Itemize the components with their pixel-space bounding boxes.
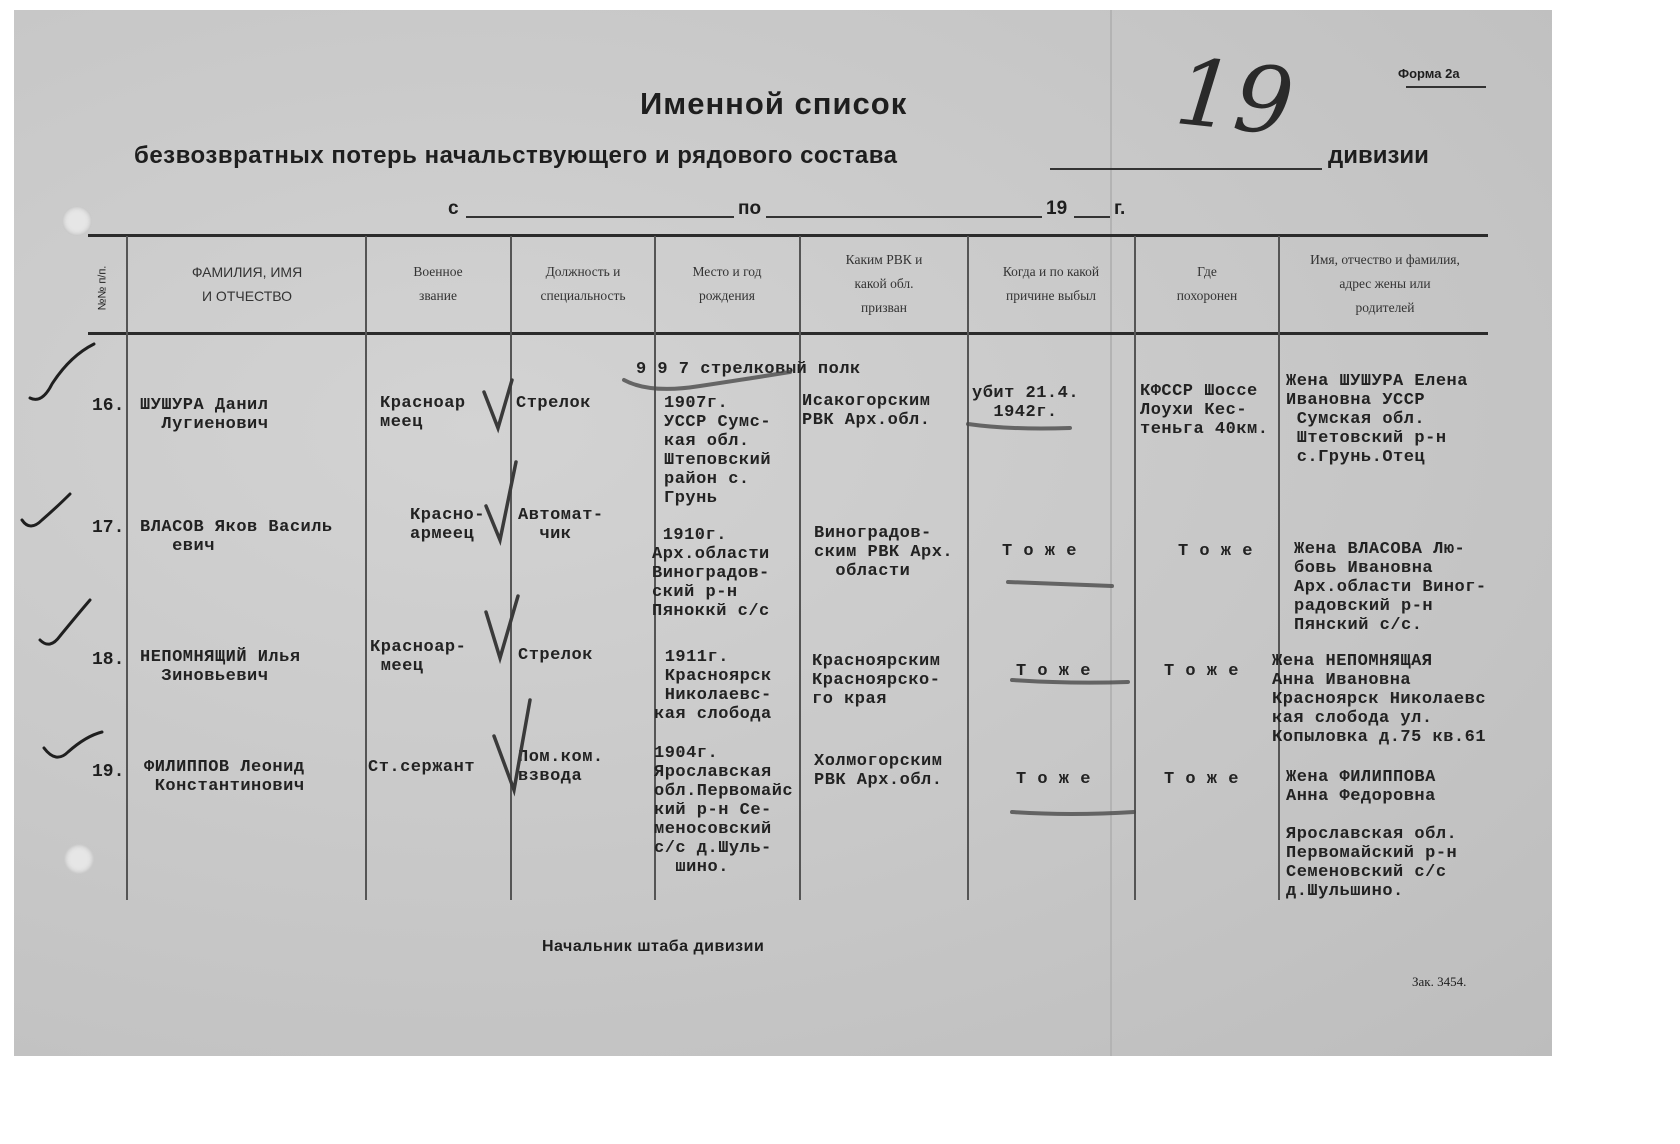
row-birth: 1907г. УССР Сумс- кая обл. Штеповский район с. Грунь <box>664 394 772 508</box>
row-number: 18. <box>92 650 125 670</box>
checkmark-icon <box>486 596 518 658</box>
row-kin: Жена НЕПОМНЯЩАЯ Анна Ивановна Красноярск Николаевс кая слобода ул. Копыловка д.75 кв.61 <box>1272 652 1487 747</box>
row-kin: Жена ВЛАСОВА Лю- бовь Ивановна Арх.области Виног- радовский р-н Пянский с/с. <box>1294 540 1487 635</box>
header-name: ФАМИЛИЯ, ИМЯ И ОТЧЕСТВО <box>191 264 303 304</box>
row-post: Стрелок <box>518 646 593 665</box>
period-from-label: с <box>448 198 459 219</box>
handwritten-number: 19 <box>1170 38 1299 157</box>
period-year-suffix: г. <box>1114 198 1126 219</box>
header-when: Когда и по какой причине выбыл <box>1002 264 1100 303</box>
row-number: 17. <box>92 518 125 538</box>
row-buried: Т о ж е <box>1164 770 1239 789</box>
page-title: Именной список <box>640 86 908 121</box>
unit-note: 9 9 7 стрелковый полк <box>636 360 861 379</box>
row-when: Т о ж е <box>1002 542 1077 561</box>
row-name: ШУШУРА Данил Лугиенович <box>140 396 269 434</box>
checkmark-icon <box>22 494 70 526</box>
division-label: дивизии <box>1328 142 1429 169</box>
checkmark-icon <box>44 732 102 757</box>
row-post: Пом.ком. взвода <box>518 748 604 786</box>
page-subtitle: безвозвратных потерь начальствующего и рядового состава <box>134 142 898 169</box>
row-when: Т о ж е <box>1016 770 1091 789</box>
header-num: №№ п/п. <box>96 265 109 311</box>
checkmark-icon <box>494 700 530 790</box>
row-kin: Жена ФИЛИППОВА Анна Федоровна Ярославская обл. Первомайский р-н Семеновский с/с д.Шульшино. <box>1286 768 1458 901</box>
underline-mark <box>1012 812 1134 814</box>
row-buried: Т о ж е <box>1178 542 1253 561</box>
row-kin: Жена ШУШУРА Елена Ивановна УССР Сумская обл. Штетовский р-н с.Грунь.Отец <box>1286 372 1468 467</box>
footer-signature-label: Начальник штаба дивизии <box>542 938 765 955</box>
row-buried: Т о ж е <box>1164 662 1239 681</box>
row-post: Стрелок <box>516 394 591 413</box>
form-label: Форма 2а <box>1398 66 1460 81</box>
row-rvk: Исакогорским РВК Арх.обл. <box>802 392 931 430</box>
period-to-label: по <box>738 198 762 219</box>
row-birth: 1911г. Красноярск Николаевс- кая слобода <box>654 648 772 724</box>
row-name: ВЛАСОВ Яков Василь евич <box>140 518 333 556</box>
row-rvk: Холмогорским РВК Арх.обл. <box>814 752 943 790</box>
row-rank: Красноар- меец <box>370 638 467 676</box>
row-birth: 1910г. Арх.области Виноградов- ский р-н Пяноккй с/с <box>652 526 770 621</box>
checkmark-icon <box>30 344 94 399</box>
row-rvk: Виноградов- ским РВК Арх. области <box>814 524 954 581</box>
row-when: Т о ж е <box>1016 662 1091 681</box>
row-name: ФИЛИППОВ Леонид Константинович <box>144 758 305 796</box>
header-kin: Имя, отчество и фамилия, адрес жены или родителей <box>1310 252 1460 315</box>
row-when: убит 21.4. 1942г. <box>972 384 1080 422</box>
row-number: 16. <box>92 396 125 416</box>
row-rank: Красноар меец <box>380 394 466 432</box>
header-birth: Место и год рождения <box>692 264 762 303</box>
header-post: Должность и специальность <box>540 264 626 303</box>
order-number: Зак. 3454. <box>1412 974 1467 989</box>
row-name: НЕПОМНЯЩИЙ Илья Зиновьевич <box>140 648 301 686</box>
checkmark-icon <box>484 380 512 428</box>
row-rank: Ст.сержант <box>368 758 476 777</box>
checkmark-icon <box>486 462 516 540</box>
period-year-label: 19 <box>1046 198 1068 219</box>
underline-mark <box>968 424 1070 429</box>
underline-mark <box>1012 680 1128 683</box>
row-rank: Красно- армеец <box>410 506 485 544</box>
row-number: 19. <box>92 762 125 782</box>
checkmark-icon <box>40 600 90 644</box>
header-buried: Где похоронен <box>1176 264 1238 303</box>
row-post: Автомат- чик <box>518 506 604 544</box>
row-buried: КФССР Шоссе Лоухи Кес- теньга 40км. <box>1140 382 1269 439</box>
underline-mark <box>1008 582 1112 586</box>
row-birth: 1904г. Ярославская обл.Первомайс кий р-н Се- меносовский с/с д.Шуль- шино. <box>654 744 794 877</box>
header-rvk: Каким РВК и какой обл. призван <box>845 252 923 315</box>
underline-mark <box>624 372 790 389</box>
row-rvk: Красноярским Красноярско- го края <box>812 652 941 709</box>
header-rank: Военное звание <box>413 264 463 303</box>
